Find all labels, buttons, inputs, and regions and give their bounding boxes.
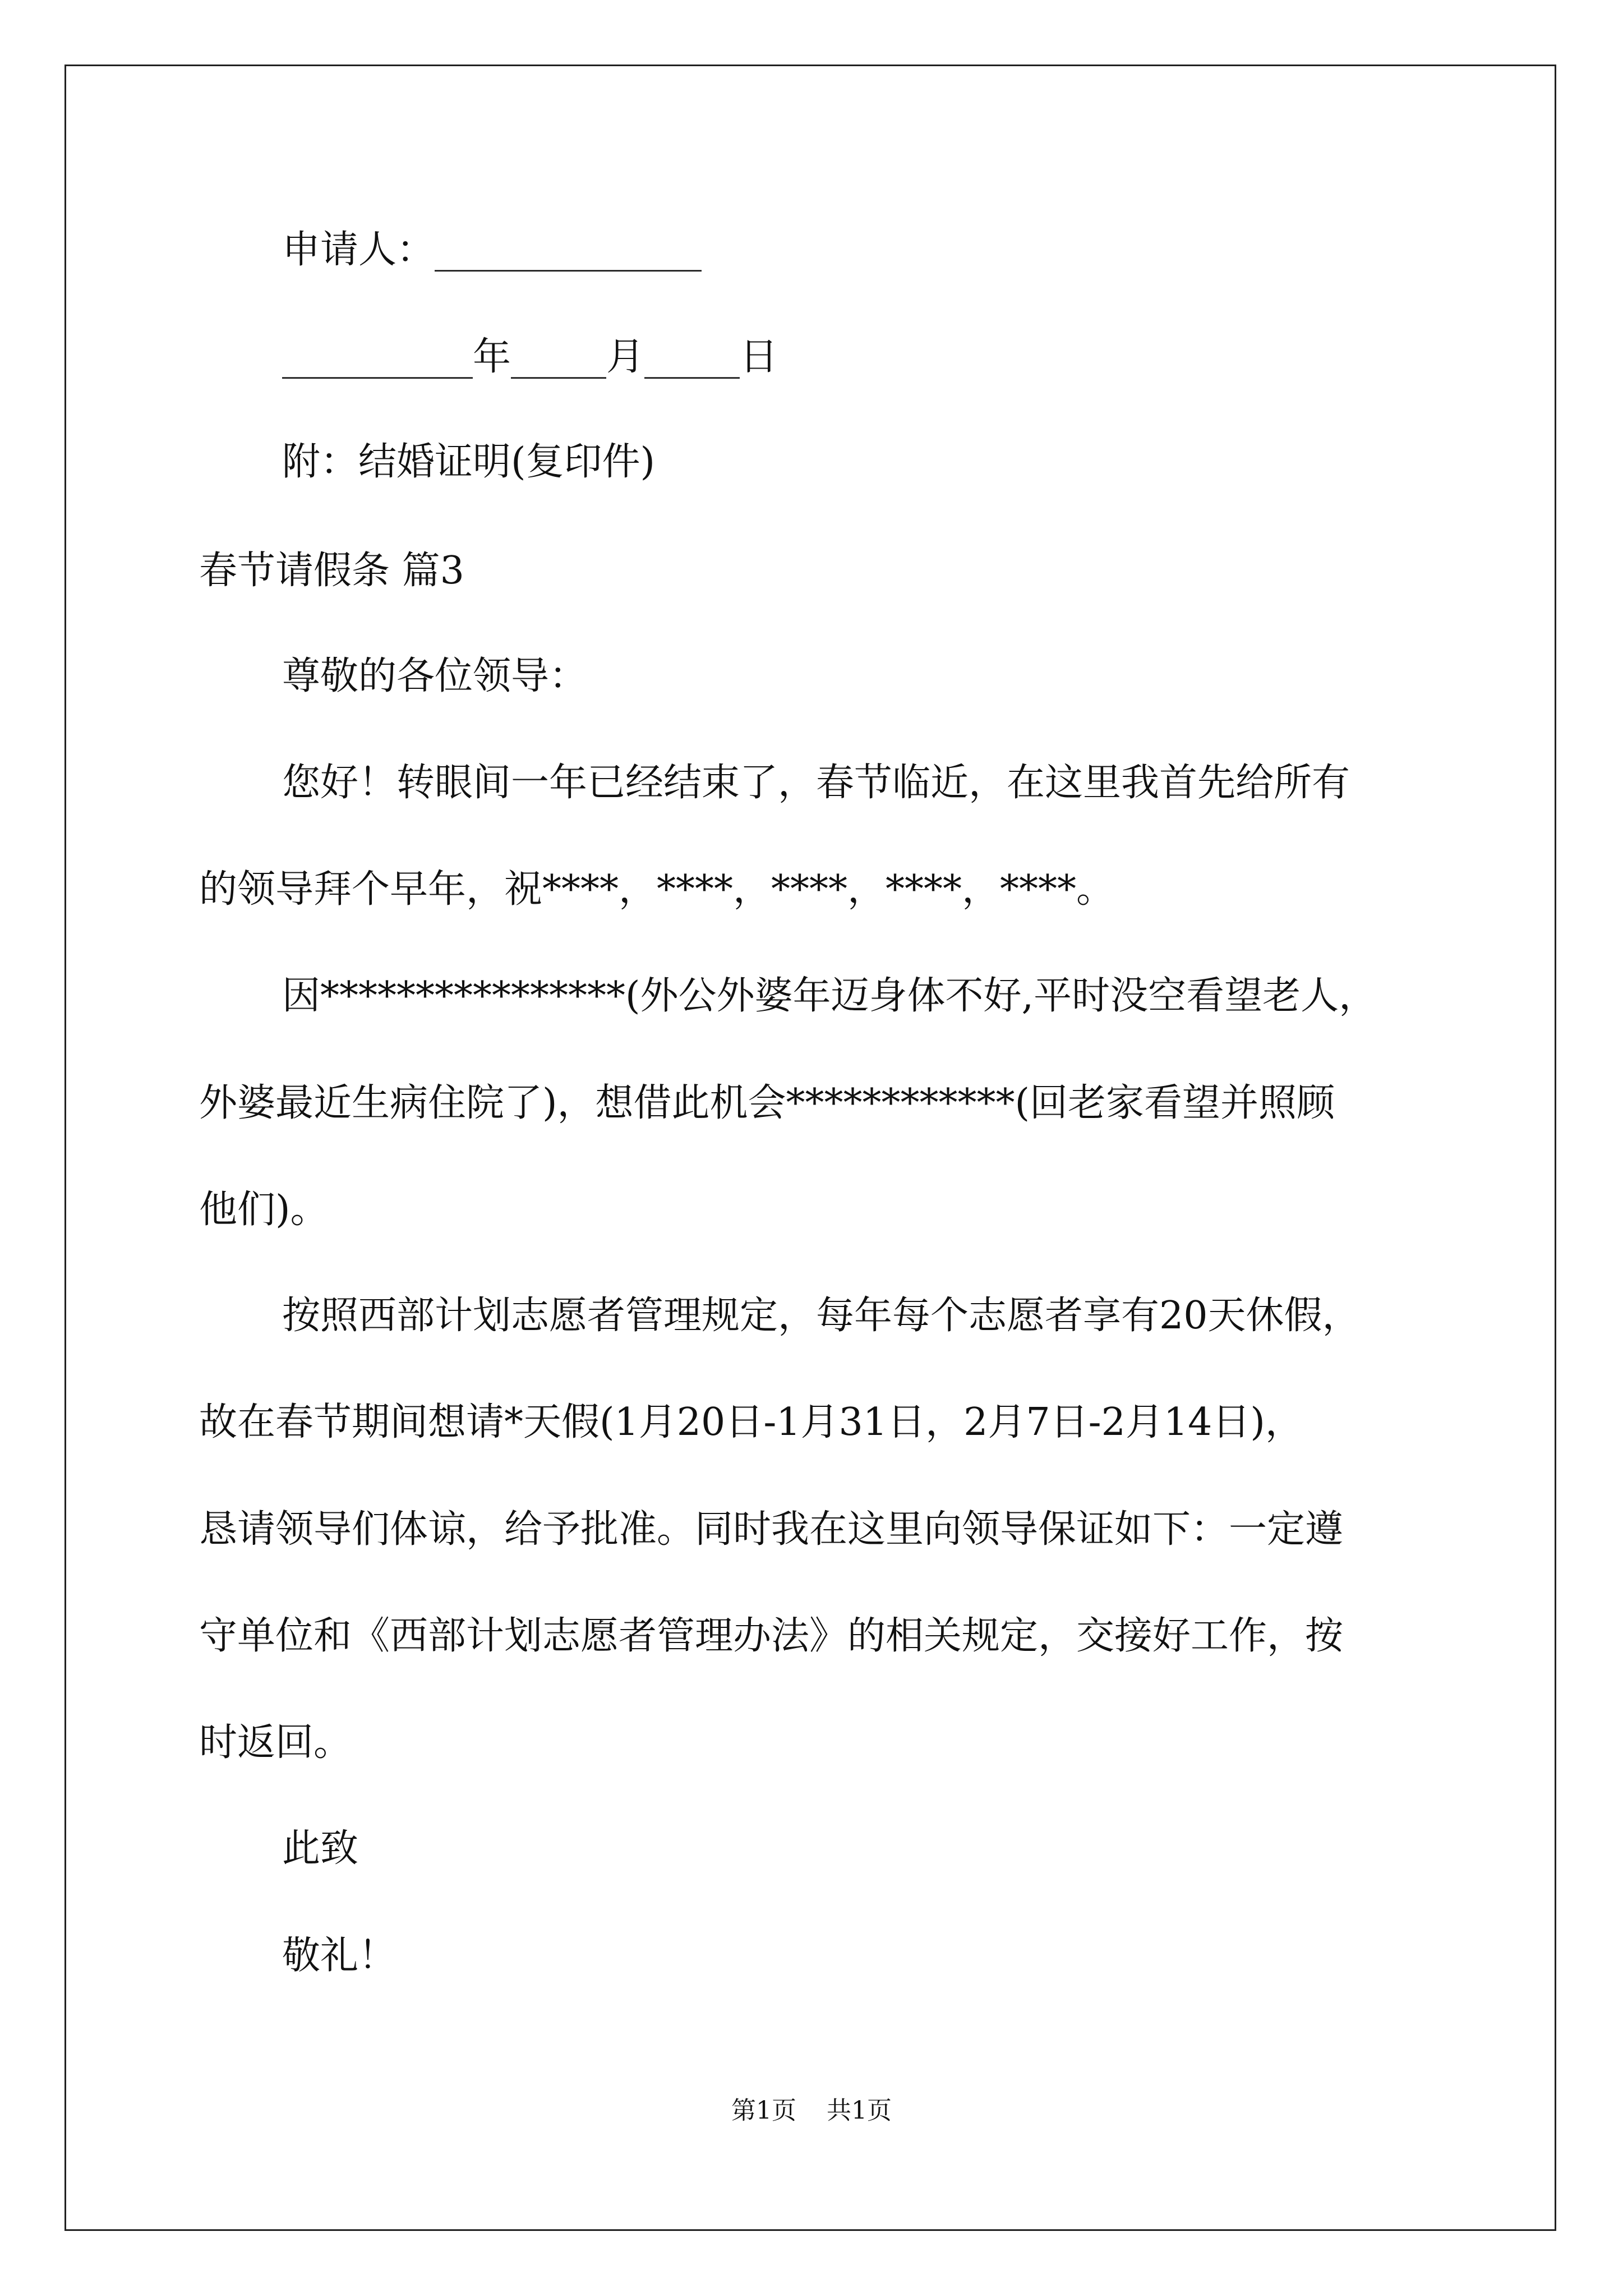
paragraph-3-line-4: 守单位和《西部计划志愿者管理办法》的相关规定，交接好工作，按 (199, 1614, 1344, 1658)
date-line: __________年_____月_____日 (282, 335, 778, 379)
paragraph-3-line-3: 恳请领导们体谅，给予批准。同时我在这里向领导保证如下：一定遵 (199, 1507, 1344, 1552)
page-total: 共1页 (827, 2096, 892, 2125)
page-footer (0, 2096, 1623, 2125)
section-title: 春节请假条 篇3 (199, 549, 464, 593)
attachment-line: 附：结婚证明(复印件) (282, 440, 656, 484)
paragraph-1-line-1: 您好！转眼间一年已经结束了，春节临近，在这里我首先给所有 (282, 761, 1350, 805)
page-frame (64, 65, 1556, 2231)
paragraph-3-line-2: 故在春节期间想请*天假(1月20日-1月31日，2月7日-2月14日)， (199, 1400, 1303, 1444)
applicant-line: 申请人：______________ (282, 228, 702, 272)
closing-line-1: 此致 (282, 1826, 359, 1871)
paragraph-2-line-2: 外婆最近生病住院了)，想借此机会************(回老家看望并照顾 (199, 1081, 1335, 1125)
paragraph-1-line-2: 的领导拜个早年，祝****，****，****，****，****。 (199, 867, 1115, 912)
paragraph-3-line-1: 按照西部计划志愿者管理规定，每年每个志愿者享有20天休假， (282, 1294, 1361, 1338)
page-number: 第1页 (731, 2096, 796, 2125)
paragraph-2-line-1: 因****************(外公外婆年迈身体不好,平时没空看望老人， (282, 974, 1377, 1018)
salutation: 尊敬的各位领导： (282, 654, 588, 698)
paragraph-3-line-5: 时返回。 (199, 1720, 352, 1765)
closing-line-2: 敬礼！ (282, 1934, 397, 1978)
paragraph-2-line-3: 他们)。 (199, 1188, 329, 1232)
